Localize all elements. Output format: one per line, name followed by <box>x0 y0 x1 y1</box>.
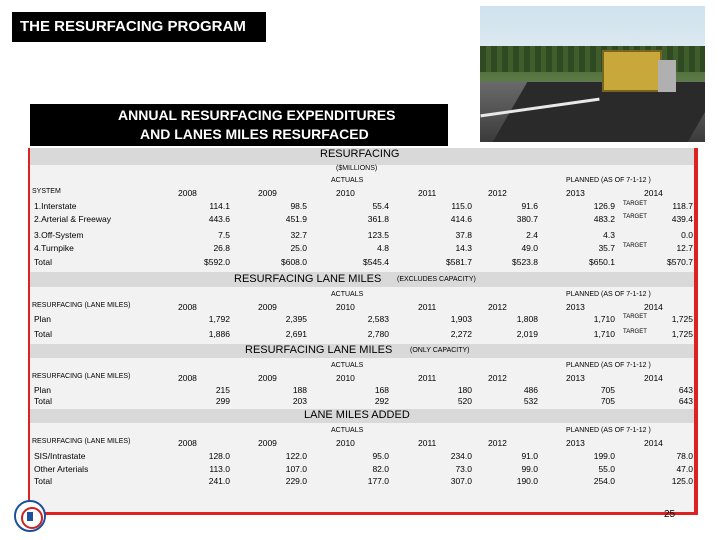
frame-bottom <box>28 512 698 515</box>
table3-planned-label: PLANNED (AS OF 7-1-12 ) <box>566 362 651 369</box>
table4-cell: 113.0 <box>209 464 230 474</box>
table4-cell: 122.0 <box>285 451 307 461</box>
table4-cell: 125.0 <box>671 476 693 486</box>
fdot-seal-icon <box>14 500 46 532</box>
banner <box>30 104 448 146</box>
table4-cell: 47.0 <box>676 464 693 474</box>
table2-target-tag: TARGET <box>623 329 647 335</box>
table1-cell: 14.3 <box>455 243 472 253</box>
table2-year-2009: 2009 <box>258 302 277 312</box>
table1-cell: 114.1 <box>209 201 230 211</box>
table1-cell: $650.1 <box>589 257 615 267</box>
table3-cell: 705 <box>600 385 615 395</box>
table2-cell: 1,792 <box>208 314 230 324</box>
banner-line-1: ANNUAL RESURFACING EXPENDITURES <box>118 107 396 123</box>
table4-cell: 128.0 <box>208 451 230 461</box>
table3-cell: 203 <box>292 396 307 406</box>
table3-cell: 180 <box>457 385 472 395</box>
table4-year-2010: 2010 <box>336 438 355 448</box>
table2-cell: 1,903 <box>450 314 472 324</box>
table1-row-header: SYSTEM <box>32 188 61 195</box>
table3-cell: 292 <box>374 396 389 406</box>
table4-cell: 229.0 <box>285 476 307 486</box>
frame-right <box>694 148 698 514</box>
table4-cell: 82.0 <box>372 464 389 474</box>
table3-note: (ONLY CAPACITY) <box>410 347 470 354</box>
table4-row-label: SIS/Intrastate <box>34 451 86 461</box>
page-number: 25 <box>664 509 676 520</box>
table1-cell: 4.8 <box>377 243 389 253</box>
table1-year-2010: 2010 <box>336 188 355 198</box>
table4-cell: 199.0 <box>593 451 615 461</box>
table1-target-tag: TARGET <box>623 201 647 207</box>
table3-year-2011: 2011 <box>418 373 437 383</box>
table4-year-2009: 2009 <box>258 438 277 448</box>
table1-year-2013: 2013 <box>566 188 585 198</box>
table2-cell: 1,808 <box>516 314 538 324</box>
table4-year-2014: 2014 <box>644 438 663 448</box>
table3-cell: 299 <box>215 396 230 406</box>
table2-cell: 2,583 <box>367 314 389 324</box>
table2-target-tag: TARGET <box>623 314 647 320</box>
table1-row-label: 4.Turnpike <box>34 243 74 253</box>
table1-cell: 32.7 <box>290 230 307 240</box>
table3-cell: 643 <box>678 396 693 406</box>
table2-row-label: Total <box>34 329 52 339</box>
table1-cell: $545.4 <box>363 257 389 267</box>
table3-cell: 168 <box>374 385 389 395</box>
table2-row-header: RESURFACING (LANE MILES) <box>32 302 131 309</box>
table3-cell: 520 <box>457 396 472 406</box>
road-paving-photo <box>480 6 705 142</box>
table2-row-label: Plan <box>34 314 52 324</box>
table3-row-label: Plan <box>34 385 52 395</box>
table3-year-2012: 2012 <box>488 373 507 383</box>
table1-cell: 380.7 <box>516 214 538 224</box>
table2-year-2011: 2011 <box>418 302 437 312</box>
table4-year-2008: 2008 <box>178 438 197 448</box>
table1-cell: 7.5 <box>218 230 230 240</box>
table2-cell: 2,272 <box>450 329 472 339</box>
table1-cell: 443.6 <box>208 214 230 224</box>
table1-unit: ($MILLIONS) <box>336 165 378 172</box>
table1-cell: 98.5 <box>290 201 307 211</box>
table3-cell: 705 <box>600 396 615 406</box>
table2-cell: 1,725 <box>671 329 693 339</box>
table4-title: LANE MILES ADDED <box>304 409 410 421</box>
table4-cell: 78.0 <box>676 451 693 461</box>
table4-cell: 107.0 <box>285 464 307 474</box>
table2-cell: 1,886 <box>208 329 230 339</box>
table2-year-2010: 2010 <box>336 302 355 312</box>
table1-cell: 483.2 <box>593 214 615 224</box>
table4-row-label: Total <box>34 476 52 486</box>
table4-actuals-label: ACTUALS <box>331 427 364 434</box>
table3-year-2013: 2013 <box>566 373 585 383</box>
table3-year-2014: 2014 <box>644 373 663 383</box>
table1-row-label: 3.Off-System <box>34 230 84 240</box>
table1-cell: 115.0 <box>451 201 472 211</box>
table1-year-2014: 2014 <box>644 188 663 198</box>
table4-row-header: RESURFACING (LANE MILES) <box>32 438 131 445</box>
table4-cell: 99.0 <box>521 464 538 474</box>
table3-cell: 486 <box>523 385 538 395</box>
table1-cell: $570.7 <box>667 257 693 267</box>
table1-cell: 49.0 <box>521 243 538 253</box>
table1-row-label: 1.Interstate <box>34 201 77 211</box>
table1-year-2008: 2008 <box>178 188 197 198</box>
table4-cell: 91.0 <box>521 451 538 461</box>
table1-year-2009: 2009 <box>258 188 277 198</box>
table1-cell: $592.0 <box>204 257 230 267</box>
table3-row-header: RESURFACING (LANE MILES) <box>32 373 131 380</box>
table1-cell: $523.8 <box>512 257 538 267</box>
table3-cell: 188 <box>292 385 307 395</box>
table1-actuals-label: ACTUALS <box>331 177 364 184</box>
table3-title: RESURFACING LANE MILES <box>245 344 393 356</box>
table3-year-2008: 2008 <box>178 373 197 383</box>
table2-cell: 1,710 <box>593 329 615 339</box>
table4-cell: 73.0 <box>455 464 472 474</box>
table1-cell: $608.0 <box>281 257 307 267</box>
table2-actuals-label: ACTUALS <box>331 291 364 298</box>
frame-left <box>28 148 30 514</box>
table1-row-label: 2.Arterial & Freeway <box>34 214 111 224</box>
table4-cell: 234.0 <box>450 451 472 461</box>
table1-row-label: Total <box>34 257 52 267</box>
table4-cell: 241.0 <box>208 476 230 486</box>
table2-cell: 2,019 <box>516 329 538 339</box>
table1-cell: 35.7 <box>598 243 615 253</box>
table4-year-2013: 2013 <box>566 438 585 448</box>
table2-title: RESURFACING LANE MILES <box>234 273 382 285</box>
table1-target-tag: TARGET <box>623 214 647 220</box>
table3-cell: 215 <box>215 385 230 395</box>
table2-cell: 2,691 <box>285 329 307 339</box>
table1-cell: 12.7 <box>676 243 693 253</box>
table1-cell: 26.8 <box>213 243 230 253</box>
table1-planned-label: PLANNED (AS OF 7-1-12 ) <box>566 177 651 184</box>
table4-cell: 95.0 <box>372 451 389 461</box>
table1-cell: 126.9 <box>593 201 615 211</box>
table2-year-2013: 2013 <box>566 302 585 312</box>
table1-cell: 2.4 <box>526 230 538 240</box>
table2-cell: 2,395 <box>285 314 307 324</box>
table1-cell: 118.7 <box>672 201 693 211</box>
table2-year-2008: 2008 <box>178 302 197 312</box>
table3-cell: 532 <box>523 396 538 406</box>
table3-cell: 643 <box>678 385 693 395</box>
table3-row-label: Total <box>34 396 52 406</box>
table4-year-2012: 2012 <box>488 438 507 448</box>
table1-cell: 0.0 <box>681 230 693 240</box>
table2-planned-label: PLANNED (AS OF 7-1-12 ) <box>566 291 651 298</box>
table2-year-2012: 2012 <box>488 302 507 312</box>
slide-title: THE RESURFACING PROGRAM <box>12 12 266 42</box>
table1-cell: 4.3 <box>603 230 615 240</box>
table3-year-2009: 2009 <box>258 373 277 383</box>
table4-cell: 190.0 <box>516 476 538 486</box>
table1-cell: 451.9 <box>285 214 307 224</box>
table1-cell: 361.8 <box>367 214 389 224</box>
table4-planned-label: PLANNED (AS OF 7-1-12 ) <box>566 427 651 434</box>
table2-cell: 1,710 <box>593 314 615 324</box>
table1-year-2011: 2011 <box>418 188 437 198</box>
table2-year-2014: 2014 <box>644 302 663 312</box>
table2-note: (EXCLUDES CAPACITY) <box>397 276 476 283</box>
table3-year-2010: 2010 <box>336 373 355 383</box>
table1-cell: 123.5 <box>367 230 389 240</box>
table1-cell: $581.7 <box>446 257 472 267</box>
table1-cell: 414.6 <box>450 214 472 224</box>
table1-year-2012: 2012 <box>488 188 507 198</box>
table4-cell: 307.0 <box>450 476 472 486</box>
table4-cell: 55.0 <box>598 464 615 474</box>
table1-title: RESURFACING <box>320 148 400 160</box>
table1-target-tag: TARGET <box>623 243 647 249</box>
table2-cell: 2,780 <box>367 329 389 339</box>
table1-cell: 91.6 <box>521 201 538 211</box>
table1-cell: 55.4 <box>372 201 389 211</box>
table2-cell: 1,725 <box>671 314 693 324</box>
table4-cell: 177.0 <box>367 476 389 486</box>
table3-actuals-label: ACTUALS <box>331 362 364 369</box>
table1-cell: 37.8 <box>455 230 472 240</box>
table4-row-label: Other Arterials <box>34 464 89 474</box>
banner-line-2: AND LANES MILES RESURFACED <box>140 126 369 142</box>
table1-cell: 439.4 <box>671 214 693 224</box>
table1-cell: 25.0 <box>290 243 307 253</box>
table4-cell: 254.0 <box>593 476 615 486</box>
table4-year-2011: 2011 <box>418 438 437 448</box>
